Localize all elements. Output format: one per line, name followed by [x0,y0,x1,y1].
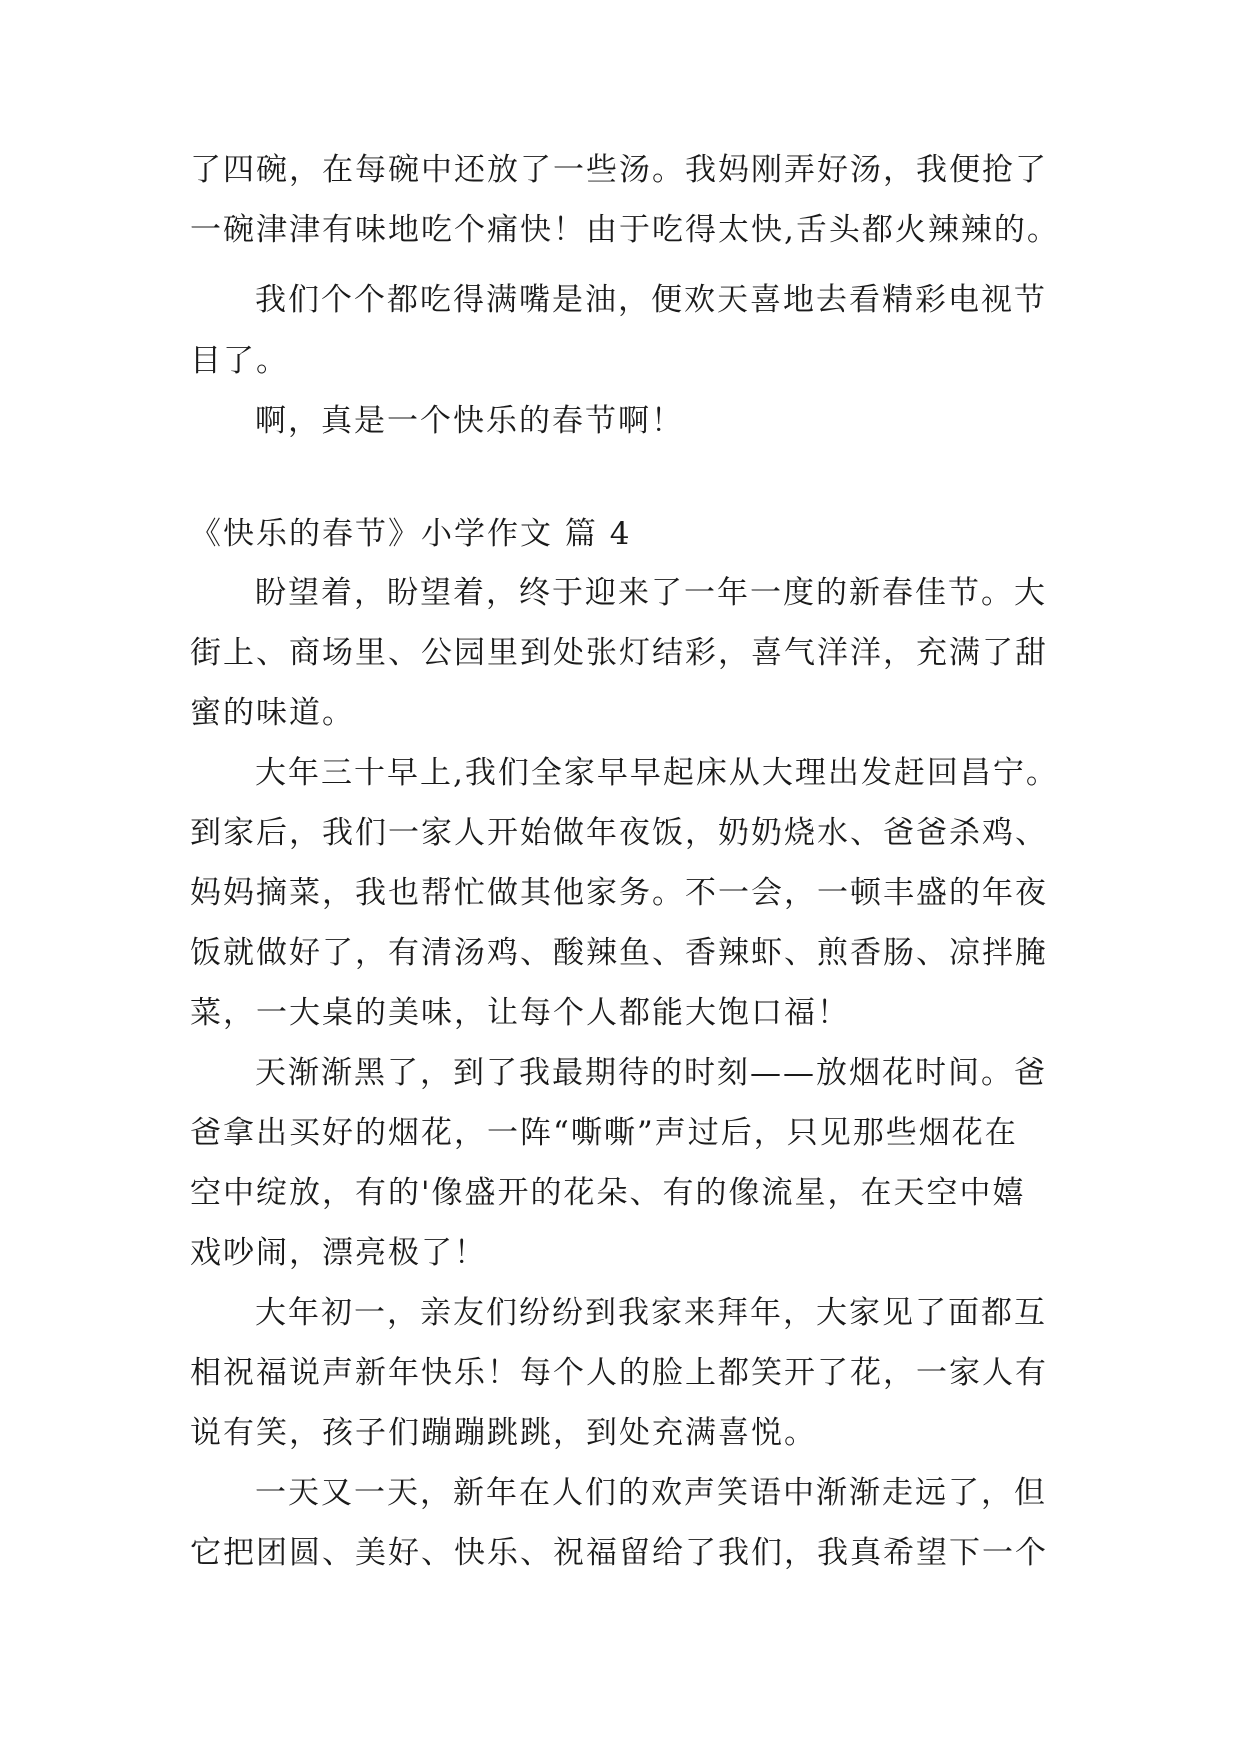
text-line: 了四碗，在每碗中还放了一些汤。我妈刚弄好汤，我便抢了 [190,152,1048,188]
text-line: 爸拿出买好的烟花，一阵“嘶嘶”声过后，只见那些烟花在 [190,1115,1018,1151]
text-line: 戏吵闹，漂亮极了！ [190,1235,487,1271]
paragraph-start-line: 大年初一，亲友们纷纷到我家来拜年，大家见了面都互 [255,1295,1047,1331]
paragraph-start-line: 我们个个都吃得满嘴是油，便欢天喜地去看精彩电视节 [255,282,1047,318]
paragraph-start-line: 一天又一天，新年在人们的欢声笑语中渐渐走远了，但 [255,1475,1047,1511]
text-line: 到家后，我们一家人开始做年夜饭，奶奶烧水、爸爸杀鸡、 [190,815,1048,851]
text-line: 空中绽放，有的'像盛开的花朵、有的像流星，在天空中嬉 [190,1175,1026,1211]
text-line: 饭就做好了，有清汤鸡、酸辣鱼、香辣虾、煎香肠、凉拌腌 [190,935,1048,971]
text-line: 相祝福说声新年快乐！每个人的脸上都笑开了花，一家人有 [190,1355,1048,1391]
text-line: 一碗津津有味地吃个痛快！由于吃得太快,舌头都火辣辣的。 [190,212,1060,248]
text-line: 街上、商场里、公园里到处张灯结彩，喜气洋洋，充满了甜 [190,635,1048,671]
text-line: 菜，一大桌的美味，让每个人都能大饱口福！ [190,995,850,1031]
text-line: 它把团圆、美好、快乐、祝福留给了我们，我真希望下一个 [190,1535,1048,1571]
paragraph-start-line: 啊，真是一个快乐的春节啊！ [255,403,684,439]
text-line: 目了。 [190,343,289,379]
paragraph-start-line: 天渐渐黑了，到了我最期待的时刻——放烟花时间。爸 [255,1055,1047,1091]
paragraph-start-line: 大年三十早上,我们全家早早起床从大理出发赶回昌宁。 [255,755,1059,791]
text-line: 妈妈摘菜，我也帮忙做其他家务。不一会，一顿丰盛的年夜 [190,875,1048,911]
section-heading: 《快乐的春节》小学作文 篇 4 [190,516,632,552]
text-line: 蜜的味道。 [190,695,355,731]
text-line: 说有笑，孩子们蹦蹦跳跳，到处充满喜悦。 [190,1415,817,1451]
paragraph-start-line: 盼望着，盼望着，终于迎来了一年一度的新春佳节。大 [255,575,1047,611]
